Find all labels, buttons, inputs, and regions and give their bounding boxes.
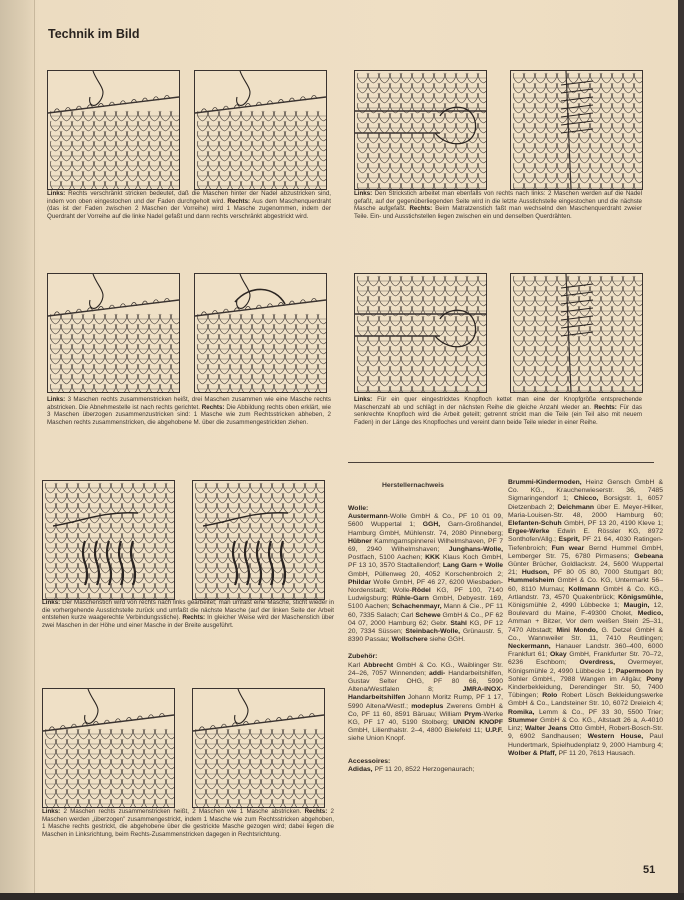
caption-links-text: 3 Maschen rechts zusammenstricken heißt, drei Maschen zusammen wie eine Masche rechts abstricken. Die Abnehmestelle ist nach rechts gerichtet. [47, 396, 331, 411]
supplier-address: Borsigstr. 1, 6057 Dietzenbach 2; [508, 495, 663, 511]
supplier-address: PF 11 20, 8522 Herzogenaurach; [372, 765, 475, 773]
stitch-loop [138, 181, 148, 189]
stitch-loop [274, 384, 284, 392]
caption-2 [354, 190, 642, 220]
stitch-loop [195, 799, 205, 807]
stitch-loop [111, 799, 121, 807]
supplier-address: GmbH, Frankfurter Str. 70–72, 6236 Eschborn; [508, 651, 663, 667]
caption-links-text: Für ein quer eingestricktes Knopfloch kettet man eine der Knopfgröße entsprechende Maschenzahl ab und schlägt in der nächsten Reihe die gleiche Anzahl wieder an. [354, 396, 642, 411]
stitch-loop [105, 384, 115, 392]
seam-stitch [561, 89, 593, 93]
caption-rechts-label: Rechts: [594, 403, 617, 411]
supplier-address: Amman + Bitzer, Vor dem weißen Stein 25–31, 7470 Albstadt; [508, 618, 663, 634]
embroidered-stitch [281, 541, 285, 585]
supplier-name: Junghans-Wolle, [448, 546, 503, 554]
supplier-address: Wolle GmbH, PF 46 27, 6200 Wiesbaden-Nordenstadt; Wolle- [348, 578, 503, 595]
supplier-address: Zwerens GmbH & Co, PF 11 60, 8591 Bäruau; William [348, 702, 503, 718]
seam-stitch [561, 284, 593, 288]
supplier-list [348, 662, 503, 744]
supplier-name: JMRA-INOX-Handarbeitshilfen [348, 686, 503, 702]
caption-rechts-label: Rechts: [409, 205, 433, 213]
technique-overlay [48, 71, 179, 113]
seam-stitch [561, 308, 593, 312]
supplier-address: -Wolle GmbH & Co., PF 10 01 09, 5600 Wuppertal 1; [348, 513, 503, 529]
supplier-name: Medico, [637, 610, 663, 618]
caption-6 [42, 808, 334, 838]
stitch-loop [252, 181, 262, 189]
supplier-name: Romika, [508, 708, 535, 716]
supplier-name: Schachenmayr, [391, 603, 442, 611]
caption-rechts-text: Beim Matratzenstich faßt man wechselnd den Maschenquerdraht zweier Teile. Ein- und Ausstichstellen liegen zwischen ein und denselben Querdrähten. [354, 205, 642, 220]
supplier-name: Rolo [542, 692, 558, 700]
figure-twisted-stitch [47, 70, 180, 190]
supplier-address: -Werke KG, PF 17 40, 5190 Stolberg; [348, 710, 503, 727]
supplier-list [348, 766, 503, 774]
stitch-loop [283, 799, 293, 807]
supplier-column-left [348, 505, 503, 774]
supplier-name: Hummelsheim [508, 577, 555, 585]
supplier-name: Steinbach-Wolle, [405, 628, 461, 636]
supplier-name: Papermoon [615, 667, 654, 675]
knit-stitch-grid [357, 276, 486, 392]
stitch-loop [160, 384, 170, 392]
supplier-section-heading: Accessoires: [348, 757, 391, 765]
caption-links-label: Links: [42, 808, 61, 815]
supplier-name: Austermann [348, 513, 388, 521]
supplier-address: Bernd Hummel GmbH, Lemberger Str. 75, 6780 Pirmasens; [508, 544, 663, 560]
stitch-loop [72, 181, 82, 189]
supplier-address: Karl [348, 661, 364, 669]
caption-links-label: Links: [47, 396, 66, 403]
stitch-loop [263, 384, 273, 392]
knitting-needle-icon [43, 715, 174, 731]
supplier-name: Königsmühle, [618, 593, 663, 601]
technique-overlay [43, 689, 174, 731]
stitch-loop [105, 181, 115, 189]
supplier-address: Kinderbekleidung, Derendinger Str. 50, 7400 Tübingen; [508, 684, 663, 700]
stitch-loop [127, 384, 137, 392]
supplier-name: GGH, [422, 521, 441, 529]
stitch-loop [285, 384, 295, 392]
supplier-name: Walter Jeans [524, 725, 568, 733]
caption-4 [354, 396, 642, 426]
supplier-address: Robert Lösch Bekleidungswerke GmbH & Co., Landsteiner Str. 10, 6072 Dreieich 4; [508, 692, 663, 708]
figure-k3tog [47, 273, 180, 393]
knit-stitch-grid [197, 314, 326, 392]
figure-duplicate-stitch [42, 480, 175, 600]
supplier-address: GmbH & Co. KG, Untermarkt 56–60, 8110 Murnau; [508, 577, 663, 593]
herstellernachweis-title: Herstellernachweis [382, 482, 444, 489]
supplier-address: Handarbeitshilfen, Gustav Selter OHG, PF 80 66, 5990 Altena/Westfalen 8; [348, 669, 503, 694]
stitch-loop [272, 799, 282, 807]
supplier-address: Edwin E. Rössler KG, 8972 Sonthofen/Allg.; [508, 528, 663, 544]
stitch-loop [67, 799, 77, 807]
supplier-name: Phildar [348, 578, 372, 586]
yarn-strand [90, 71, 103, 105]
figure-ssk [192, 688, 325, 808]
supplier-address: siehe Union Knopf. [348, 735, 406, 743]
stitch-loop [166, 799, 174, 807]
stitch-loop [160, 181, 170, 189]
stitch-loop [318, 181, 326, 189]
supplier-name: Stummer [508, 716, 538, 724]
supplier-name: UNION KNOPF [453, 719, 503, 727]
knitting-needle-icon [48, 300, 179, 316]
supplier-section-heading: Zubehör: [348, 653, 378, 661]
supplier-name: Lang Garn + Wolle [442, 562, 503, 570]
knit-stitch-grid [45, 729, 174, 807]
supplier-address: Grünaustr. 5, 8390 Passau; [348, 628, 503, 644]
caption-links-label: Links: [354, 396, 373, 403]
knit-stitch-grid [195, 729, 324, 807]
supplier-address: GmbH & Co., PF 62 04 07, 2000 Hamburg 62; Gebr. [348, 611, 504, 627]
stitch-loop [252, 384, 262, 392]
supplier-name: modeplus [411, 702, 444, 710]
stitch-loop [197, 181, 207, 189]
supplier-name: Ergee-Werke [508, 528, 550, 536]
knit-stitch-grid [357, 73, 486, 189]
caption-links-label: Links: [42, 599, 61, 606]
technique-overlay [193, 689, 324, 731]
supplier-address: PF 21 64, 4030 Ratingen-Tiefenbroich; [508, 536, 663, 552]
stitch-loop [296, 181, 306, 189]
stitch-loop [127, 181, 137, 189]
supplier-address: PF 11 20, 7613 Hausach. [556, 749, 636, 757]
supplier-address: siehe GGH. [427, 636, 466, 644]
stitch-loop [250, 799, 260, 807]
supplier-address: Overmeyer, Königsmühle 2, 4990 Lübbecke 1; [508, 659, 663, 675]
caption-5 [42, 599, 334, 629]
figure-duplicate-stitch-tall [192, 480, 325, 600]
embroidered-stitch [95, 541, 99, 585]
caption-links-label: Links: [47, 190, 66, 197]
stitch-loop [285, 181, 295, 189]
supplier-name: Deichmann [557, 503, 595, 511]
caption-rechts-label: Rechts: [304, 808, 328, 815]
stitch-loop [197, 384, 207, 392]
stitch-loop [296, 384, 306, 392]
stitch-loop [171, 384, 179, 392]
stitch-loop [83, 384, 93, 392]
knit-stitch-grid [197, 111, 326, 189]
caption-rechts-text: Die Abbildung rechts oben erklärt, wie 3 Maschen überzogen zusammenzustricken sind: 1 Masche wie zum Rechtsstricken abheben, 2 Maschen rechts zusammenstricken, die abgehobene M. über die zusammengestrickten ziehen. [47, 403, 331, 426]
stitch-loop [94, 181, 104, 189]
supplier-name: Wolber & Pfaff, [508, 749, 557, 757]
supplier-address: GmbH, Püllenweg 20, 4052 Korschenbroich 2; [348, 570, 503, 578]
supplier-name: Schewe [415, 611, 441, 619]
supplier-name: Rühle-Garn [391, 595, 429, 603]
supplier-name: Abbrecht [363, 661, 394, 669]
supplier-name: Overdress, [579, 659, 615, 667]
stitch-loop [94, 384, 104, 392]
stitch-loop [61, 181, 71, 189]
seam-stitch [561, 324, 593, 328]
supplier-address: Hanauer Landstr. 360–400, 6000 Frankfurt 61; [508, 643, 663, 659]
supplier-address: GmbH, Debyestr. 169, 5100 Aachen; [348, 595, 503, 611]
supplier-address: GmbH & Co. KG., Artlandstr. 73, 4570 Quakenbrück; [508, 585, 663, 601]
figure-sk2p [194, 273, 327, 393]
page-bottom-edge [0, 893, 684, 900]
supplier-address: PF 80 05 80, 7000 Stuttgart 80; [549, 569, 664, 577]
supplier-address: GmbH & Co. KG., Waiblinger Str. 24–26, 7057 Winnenden; [348, 661, 503, 677]
caption-rechts-label: Rechts: [182, 614, 206, 622]
stitch-loop [155, 799, 165, 807]
stitch-loop [318, 384, 326, 392]
supplier-address: Otto GmbH, Robert-Bosch-Str. 9, 6902 Sandhausen; [508, 725, 663, 741]
stitch-loop [239, 799, 249, 807]
page-gutter [0, 0, 35, 893]
supplier-name: Mini Mondo, [556, 626, 598, 634]
stitch-loop [100, 799, 110, 807]
seam-stitch [561, 129, 593, 133]
stitch-loop [45, 799, 55, 807]
stitch-loop [50, 384, 60, 392]
supplier-name: Western House, [587, 733, 644, 741]
stitch-loop [83, 181, 93, 189]
caption-rechts-label: Rechts: [227, 197, 251, 205]
yarn-strand [85, 689, 98, 723]
supplier-address: Mann & Cie., PF 11 60, 7335 Salach; Carl [348, 603, 503, 619]
stitch-loop [217, 799, 227, 807]
stitch-loop [307, 181, 317, 189]
supplier-name: Brummi-Kindermoden, [508, 479, 582, 486]
supplier-address: über E. Meyer-Hilker, Maria-Louisen-Str. 48, 2000 Hamburg 60; [508, 503, 663, 519]
seam-stitch [561, 316, 593, 320]
caption-3 [47, 396, 331, 426]
seam-stitch [561, 81, 593, 85]
stitch-loop [263, 181, 273, 189]
caption-links-text: 2 Maschen rechts zusammenstricken heißt, 2 Maschen wie 1 Masche abstricken. [60, 808, 305, 815]
stitch-loop [208, 384, 218, 392]
knit-stitch-grid [50, 111, 179, 189]
seam-stitch [561, 105, 593, 109]
supplier-address: Günter Brücher, Goldlackstr. 24, 5600 Wuppertal 21; [508, 561, 663, 577]
supplier-name: Pony [646, 675, 663, 683]
caption-rechts-text: Aus dem Maschenquerdraht (das ist der Faden zwischen 2 Maschen der Vorreihe) wird 1 Masche zugenommen, indem der Querdraht der Vorreihe auf die linke Nadel gefaßt und dann rechts verschränkt abgestrickt wird. [47, 197, 332, 220]
page-edge [678, 0, 684, 900]
stitch-loop [206, 799, 216, 807]
technique-overlay [195, 274, 326, 316]
supplier-address: Kammgarnspinnerei Wilhelmshaven, PF 7 69, 2940 Wilhelmshaven; [348, 537, 503, 554]
stitch-loop [72, 384, 82, 392]
caption-links-text: Den Strickstich arbeitet man ebenfalls von rechts nach links: 2 Maschen werden auf die Nadel gefaßt, auf der gegenüberliegenden Seite wird in die letzte Ausstichstelle eingestochen und die nächste Masche aufgefaßt. [354, 190, 642, 213]
supplier-name: Elefanten-Schuh [508, 520, 562, 528]
stitch-loop [50, 181, 60, 189]
supplier-address: Johann Moritz Rump, PF 1 17, 5990 Altena/Westf.; [348, 694, 503, 710]
stitch-loop [261, 799, 271, 807]
technique-overlay [48, 274, 179, 316]
stitch-loop [241, 181, 251, 189]
knitting-needle-icon [48, 97, 179, 113]
supplier-name: Kollmann [568, 585, 600, 593]
caption-links-label: Links: [354, 190, 373, 197]
supplier-name: Stahl [450, 619, 467, 627]
yarn-strand [235, 689, 248, 723]
figure-vertical-buttonhole [510, 273, 643, 393]
supplier-address: Königsmühle 2, 4990 Lübbecke 1; [508, 602, 624, 610]
figure-horizontal-buttonhole [354, 273, 487, 393]
stitch-loop [274, 181, 284, 189]
supplier-name: Hübner [348, 537, 372, 545]
caption-rechts-label: Rechts: [201, 403, 225, 411]
seam-stitch [561, 292, 593, 296]
direction-arrow-icon [235, 289, 285, 304]
stitch-loop [89, 799, 99, 807]
caption-rechts-text: 2 Maschen werden „überzogen" zusammengestrickt, indem 1 Masche wie zum Rechtsstricken abgehoben, 1 Masche rechts gestrickt, die abgehobene über die gestrickte Masche gezogen wird; dabei liegen die Maschen in Linksrichtung, beim Rechts-Zusammenstricken dagegen in Rechtsrichtung. [42, 808, 334, 838]
supplier-list [508, 479, 663, 758]
section-divider [348, 462, 654, 463]
supplier-name: addi- [429, 669, 446, 677]
stitch-loop [116, 384, 126, 392]
stitch-loop [230, 181, 240, 189]
embroidered-stitch [131, 541, 135, 585]
caption-links-text: Der Maschenstich wird von rechts nach links gearbeitet; man umfaßt eine Masche, sticht wieder in die vorhergehende Ausstichstelle zurück und umfaßt die nächste Masche (auf der linken Seite der Arbeit entstehen kurze waagerechte Verbindungsstiche). [42, 599, 334, 622]
stitch-loop [144, 799, 154, 807]
stitch-loop [149, 384, 159, 392]
seam-stitch [561, 332, 593, 336]
figure-grafting [354, 70, 487, 190]
supplier-name: Adidas, [348, 765, 373, 773]
knitting-needle-icon [193, 715, 324, 731]
stitch-loop [230, 384, 240, 392]
figure-k2tog [42, 688, 175, 808]
seam-stitch [561, 121, 593, 125]
yarn-strand [90, 274, 103, 308]
stitch-loop [219, 181, 229, 189]
supplier-address: Postfach, 5100 Aachen; [348, 554, 426, 562]
knitting-needle-icon [195, 300, 326, 316]
stitch-loop [316, 799, 324, 807]
supplier-section-heading: Wolle: [348, 505, 369, 512]
caption-rechts-text: Für das senkrechte Knopfloch wird die Arbeit geteilt; getrennt strickt man die Teile (ein Teil also mit neuem Faden) in der Länge des Knopfloches und vereint dann beide Teile wieder in einer Reihe. [354, 403, 642, 426]
stitch-loop [208, 181, 218, 189]
supplier-address: 12, Boulevard du Maine, F-49300 Cholet, [508, 602, 664, 618]
stitch-loop [171, 181, 179, 189]
supplier-address: KG, PF 100, 7140 Ludwigsburg; [348, 587, 503, 603]
supplier-address: Garn-Großhandel, Hamburg GmbH, Mühlenstr. 74, 2080 Pinneberg; [348, 521, 504, 537]
knit-stitch-grid [50, 314, 179, 392]
supplier-name: Gebeana [634, 552, 663, 560]
stitch-loop [133, 799, 143, 807]
supplier-name: Fun wear [551, 544, 585, 552]
supplier-name: Prym [464, 710, 482, 718]
supplier-list [348, 513, 503, 644]
supplier-address: Klaus Koch GmbH, PF 13 10, 3570 Stadtallendorf; [348, 554, 504, 570]
stitch-loop [241, 384, 251, 392]
stitch-loop [294, 799, 304, 807]
supplier-address: Lemm & Co., PF 33 30, 5500 Trier; [534, 708, 663, 716]
supplier-name: Maugin, [623, 602, 650, 610]
supplier-address: Paul Hundertmark, Spielhudenplatz 9, 2000 Hamburg 4; [508, 733, 663, 749]
stitch-loop [138, 384, 148, 392]
supplier-column-right [508, 479, 663, 758]
supplier-address: Heinz Gensch GmbH & Co. KG., Krauchenwieserstr. 36, 7485 Sigmaringendorf 1; [508, 479, 663, 503]
yarn-strand [237, 71, 250, 105]
caption-rechts-text: In gleicher Weise wird der Maschenstich über zwei Maschen in der Höhe und einer Masche in der Breite ausgeführt. [42, 614, 334, 629]
knitting-needle-icon [195, 97, 326, 113]
stitch-loop [228, 799, 238, 807]
caption-links-text: Rechts verschränkt stricken bedeutet, daß die Maschen hinter der Nadel abzustricken sind, indem von oben eingestochen und der Faden durchgeholt wird. [47, 190, 331, 205]
technique-overlay [195, 71, 326, 113]
stitch-loop [78, 799, 88, 807]
page-number: 51 [643, 864, 656, 876]
supplier-name: Rödel [411, 587, 431, 595]
supplier-address: GmbH & Co. KG., Altstadt 26 a, A-4010 Linz; [508, 716, 663, 733]
figure-mattress-stitch [510, 70, 643, 190]
embroidered-stitch [245, 541, 249, 585]
supplier-address: by Sohler GmbH., 7988 Wangen im Allgäu; [508, 667, 663, 683]
supplier-name: Neckermann, [508, 643, 551, 651]
stitch-loop [61, 384, 71, 392]
supplier-name: Chicco, [573, 495, 599, 503]
supplier-address: GmbH, Lilienthalstr. 2–4, 4800 Bielefeld 11; [348, 727, 486, 735]
stitch-loop [122, 799, 132, 807]
stitch-loop [305, 799, 315, 807]
stitch-loop [219, 384, 229, 392]
stitch-loop [116, 181, 126, 189]
supplier-name: Okay [549, 651, 567, 659]
stitch-loop [149, 181, 159, 189]
supplier-address: G. Detzel GmbH & Co., Wannweiler Str. 11, 7410 Reutlingen; [508, 626, 663, 642]
figure-increase [194, 70, 327, 190]
page-title: Technik im Bild [48, 27, 140, 41]
supplier-address: GmbH, PF 13 20, 4190 Kleve 1; [561, 520, 663, 528]
supplier-name: KKK [425, 554, 440, 562]
supplier-name: Hudson, [521, 569, 549, 577]
stitch-loop [307, 384, 317, 392]
supplier-name: Wollschere [391, 636, 428, 644]
seam-stitch [561, 113, 593, 117]
caption-1 [47, 190, 331, 220]
stitch-loop [56, 799, 66, 807]
supplier-name: U.P.F. [485, 727, 503, 735]
supplier-name: Esprit, [558, 536, 580, 544]
supplier-address: KG, PF 12 20, 7334 Süssen; [348, 619, 503, 636]
